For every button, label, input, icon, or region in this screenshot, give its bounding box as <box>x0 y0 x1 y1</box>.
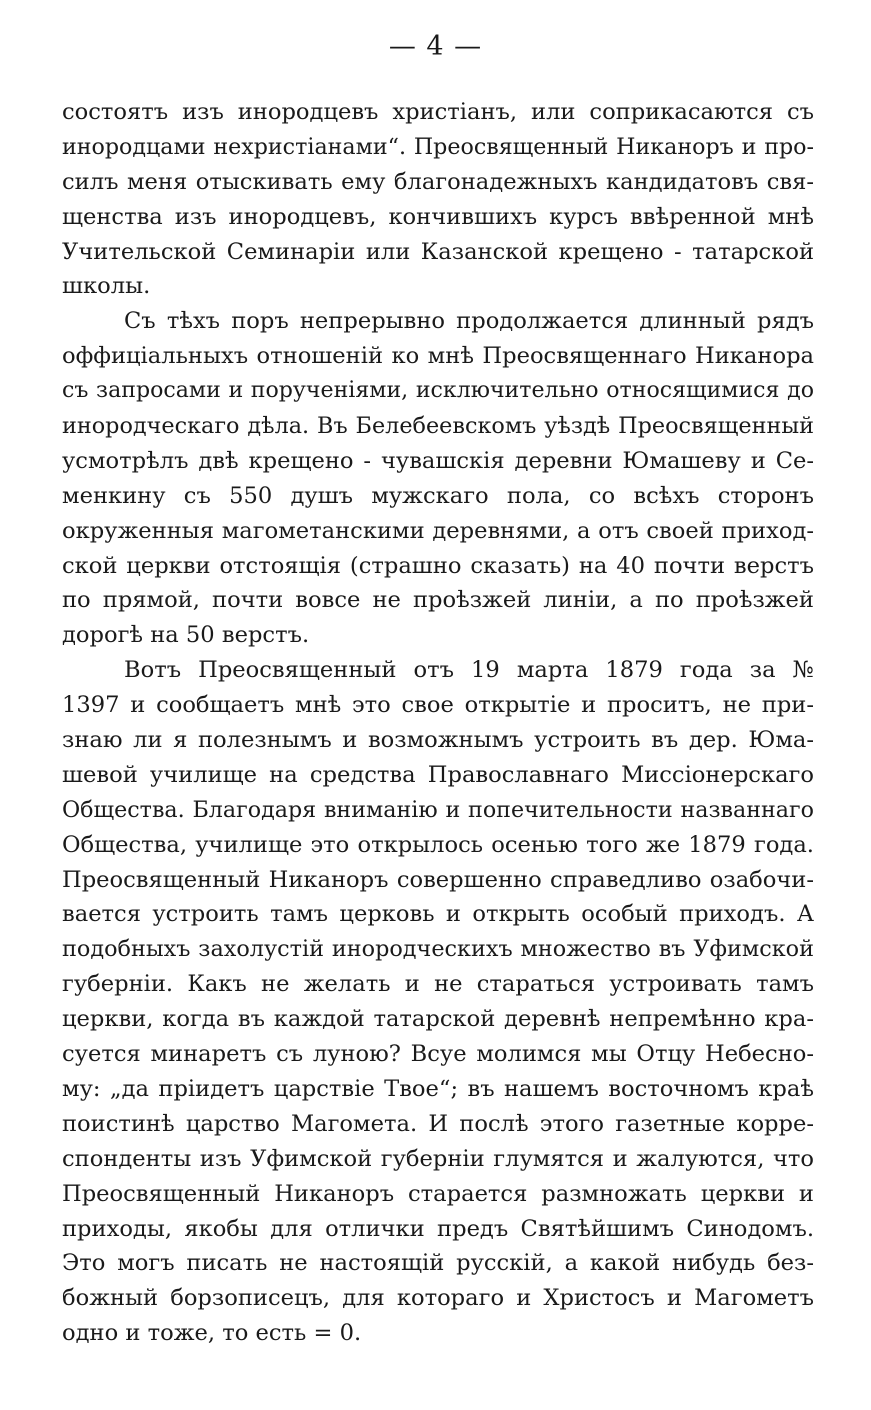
text-line: по прямой, почти вовсе не проѣзжей линіи, а по проѣзжей <box>62 587 814 614</box>
text-line: Общества. Благодаря вниманію и попечительности названнаго <box>62 796 814 823</box>
page-number: — 4 — <box>388 31 483 62</box>
text-line: школы. <box>62 273 151 300</box>
text-line: знаю ли я полезнымъ и возможнымъ устроить въ дер. Юма- <box>62 727 814 754</box>
text-line: Это могъ писать не настоящій русскій, а какой нибудь без- <box>62 1250 814 1277</box>
text-line: Преосвященный Никаноръ старается размножать церкви и <box>62 1180 814 1207</box>
text-line: Преосвященный Никаноръ совершенно справедливо озабочи- <box>62 866 814 893</box>
text-line: Учительской Семинаріи или Казанской крещено - татарской <box>62 238 814 265</box>
paragraph-3 <box>62 653 814 1351</box>
text-line: менкину съ 550 душъ мужскаго пола, со всѣхъ сторонъ <box>62 482 814 509</box>
text-line: оффиціальныхъ отношеній ко мнѣ Преосвященнаго Никанора <box>62 343 814 370</box>
text-line: щенства изъ инородцевъ, кончившихъ курсъ ввѣренной мнѣ <box>62 203 814 230</box>
text-line: окруженныя магометанскими деревнями, а отъ своей приход- <box>62 517 814 544</box>
text-line: дорогѣ на 50 верстъ. <box>62 622 310 649</box>
text-line: шевой училище на средства Православнаго Миссіонерскаго <box>62 761 814 788</box>
text-line: съ запросами и порученіями, исключительно относящимися до <box>62 378 814 404</box>
paragraph-2 <box>62 304 814 653</box>
text-line: подобныхъ захолустій инородческихъ множество въ Уфимской <box>62 936 814 963</box>
text-line: божный борзописецъ, для котораго и Христосъ и Магометъ <box>62 1285 814 1312</box>
body-text <box>62 95 814 1351</box>
text-line: инородцами нехристіанами“. Преосвященный Никаноръ и про- <box>62 133 814 160</box>
text-line: спонденты изъ Уфимской губерніи глумятся и жалуются, что <box>62 1145 814 1172</box>
text-line: поистинѣ царство Магомета. И послѣ этого газетные корре- <box>62 1110 814 1137</box>
text-line: ской церкви отстоящія (страшно сказать) на 40 почти верстъ <box>62 552 814 579</box>
text-line: Общества, училище это открылось осенью того же 1879 года. <box>62 831 814 858</box>
text-line: силъ меня отыскивать ему благонадежныхъ кандидатовъ свя- <box>62 168 814 195</box>
text-line: приходы, якобы для отлички предъ Святѣйшимъ Синодомъ. <box>62 1215 814 1242</box>
text-line: му: „да пріидетъ царствіе Твое“; въ нашемъ восточномъ краѣ <box>62 1075 814 1102</box>
text-line: вается устроить тамъ церковь и открыть особый приходъ. А <box>62 901 814 928</box>
text-line: состоятъ изъ инородцевъ христіанъ, или соприкасаются съ <box>62 99 814 125</box>
text-line: церкви, когда въ каждой татарской деревнѣ непремѣнно кра- <box>62 1006 814 1033</box>
text-line: Съ тѣхъ поръ непрерывно продолжается длинный рядъ <box>124 308 814 335</box>
text-line: Вотъ Преосвященный отъ 19 марта 1879 года за № <box>124 657 814 684</box>
text-line: одно и тоже, то есть = 0. <box>62 1320 362 1347</box>
text-line: усмотрѣлъ двѣ крещено - чувашскія деревни Юмашеву и Се- <box>62 447 814 474</box>
text-line: 1397 и сообщаетъ мнѣ это свое открытіе и проситъ, не при- <box>62 692 814 719</box>
text-line: губерніи. Какъ не желать и не стараться устроивать тамъ <box>62 971 814 998</box>
text-line: инородческаго дѣла. Въ Белебеевскомъ уѣздѣ Преосвященный <box>62 413 814 440</box>
text-line: суется минаретъ съ луною? Всуе молимся мы Отцу Небесно- <box>62 1041 814 1068</box>
paragraph-1 <box>62 95 814 304</box>
